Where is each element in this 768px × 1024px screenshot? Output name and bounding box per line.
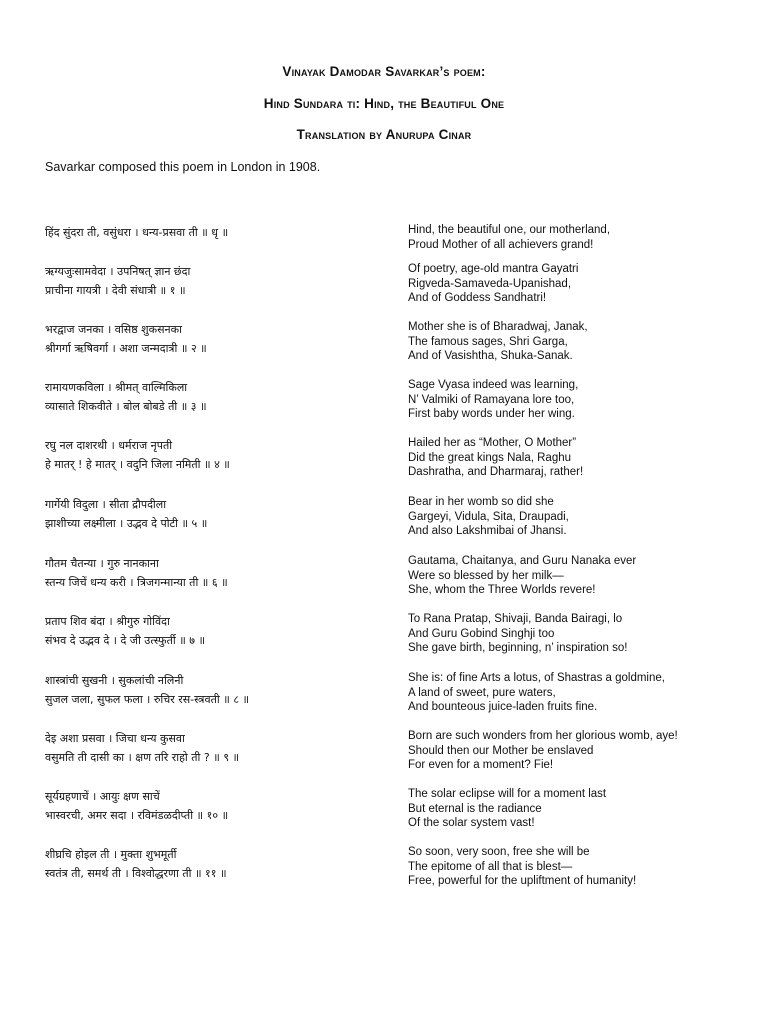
- marathi-verse: [45, 436, 375, 474]
- english-line: Dashratha, and Dharmaraj, rather!: [408, 466, 584, 478]
- english-translation: [408, 262, 748, 306]
- english-line: She is: of fine Arts a lotus, of Shastras a goldmine,: [408, 672, 665, 684]
- marathi-line: हे मातर् ! हे मातर् । वदुनि जिला नमिती ॥ ४ ॥: [45, 458, 230, 471]
- translation-credit: Translation by Anurupa Cinar: [296, 127, 472, 142]
- marathi-line: झाशीच्या लक्ष्मीला । उद्भव दे पोटी ॥ ५ ॥: [45, 517, 208, 530]
- english-line: But eternal is the radiance: [408, 802, 542, 815]
- marathi-line: प्राचीना गायत्री । देवी संधात्री ॥ १ ॥: [45, 284, 186, 297]
- english-line: For even for a moment? Fie!: [408, 759, 554, 771]
- english-line: A land of sweet, pure waters,: [408, 686, 556, 699]
- english-translation: [408, 845, 748, 889]
- marathi-verse: [45, 378, 375, 416]
- marathi-verse: [45, 787, 375, 825]
- english-translation: [408, 436, 748, 480]
- marathi-line: वसुमति ती दासी का । क्षण तरि राहो ती ? ॥ ९ ॥: [45, 751, 240, 764]
- marathi-line: भास्वरची, अमर सदा । रविमंडळदीप्ती ॥ १० ॥: [45, 809, 229, 822]
- english-line: Sage Vyasa indeed was learning,: [408, 379, 579, 391]
- english-line: The epitome of all that is blest—: [408, 860, 573, 873]
- english-line: First baby words under her wing.: [408, 408, 575, 420]
- marathi-line: देइ अशा प्रसवा । जिचा धन्य कुसवा: [45, 732, 185, 745]
- english-line: And Guru Gobind Singhji too: [408, 627, 555, 640]
- english-translation: [408, 554, 748, 598]
- english-line: Proud Mother of all achievers grand!: [408, 238, 594, 251]
- marathi-line: शीघ्रचि होइल ती । मुक्ता शुभमूर्ती: [45, 848, 177, 861]
- english-line: Hailed her as “Mother, O Mother”: [408, 437, 577, 449]
- english-line: She gave birth, beginning, n’ inspiration so!: [408, 642, 628, 654]
- english-line: And also Lakshmibai of Jhansi.: [408, 525, 567, 537]
- english-line: Gargeyi, Vidula, Sita, Draupadi,: [408, 510, 569, 523]
- marathi-verse: [45, 554, 375, 592]
- english-line: And of Goddess Sandhatri!: [408, 292, 547, 304]
- marathi-line: सुजल जला, सुफल फला । रुचिर रस-स्त्रवती ॥ ८ ॥: [45, 693, 250, 706]
- english-line: Of the solar system vast!: [408, 817, 535, 829]
- marathi-line: शास्त्रांची सुखनी । सुकलांची नलिनी: [45, 674, 184, 687]
- english-translation: [408, 671, 748, 715]
- english-line: Were so blessed by her milk—: [408, 569, 564, 582]
- english-translation: [408, 495, 748, 539]
- marathi-verse: [45, 612, 375, 650]
- english-line: Of poetry, age-old mantra Gayatri: [408, 263, 579, 275]
- english-line: N’ Valmiki of Ramayana lore too,: [408, 393, 575, 406]
- marathi-line: व्यासाते शिकवीते । बोल बोबडे ती ॥ ३ ॥: [45, 400, 207, 413]
- english-line: Rigveda-Samaveda-Upanishad,: [408, 277, 572, 290]
- marathi-line: गार्गेयी विदुला । सीता द्रौपदीला: [45, 498, 167, 511]
- marathi-verse: [45, 671, 375, 709]
- marathi-line: हिंद सुंदरा ती, वसुंधरा । धन्य-प्रसवा ती ॥ धृ ॥: [45, 226, 229, 239]
- marathi-verse: [45, 223, 375, 242]
- english-line: Did the great kings Nala, Raghu: [408, 451, 572, 464]
- english-line: The famous sages, Shri Garga,: [408, 335, 568, 348]
- marathi-verse: [45, 495, 375, 533]
- english-line: To Rana Pratap, Shivaji, Banda Bairagi, lo: [408, 613, 623, 625]
- marathi-line: रघु नल दाशरथी । धर्मराज नृपती: [45, 439, 173, 452]
- english-line: Gautama, Chaitanya, and Guru Nanaka ever: [408, 555, 637, 567]
- marathi-verse: [45, 320, 375, 358]
- marathi-line: स्तन्य जिचें धन्य करी । त्रिजगन्मान्या ती ॥ ६ ॥: [45, 576, 228, 589]
- english-translation: [408, 612, 748, 656]
- marathi-line: रामायणकविला । श्रीमत् वाल्मिकिला: [45, 381, 188, 394]
- marathi-verse: [45, 729, 375, 767]
- english-translation: [408, 729, 748, 773]
- english-line: And bounteous juice-laden fruits fine.: [408, 701, 598, 713]
- marathi-line: भरद्वाज जनका । वसिष्ठ शुकसनका: [45, 323, 182, 336]
- english-translation: [408, 320, 748, 364]
- english-line: So soon, very soon, free she will be: [408, 846, 590, 858]
- english-line: Should then our Mother be enslaved: [408, 744, 594, 757]
- marathi-line: संभव दे उद्भव दे । दे जी उत्स्फुर्ती ॥ ७ ॥: [45, 634, 206, 647]
- marathi-verse: [45, 845, 375, 883]
- poem-subtitle: Hind Sundara ti: Hind, the Beautiful One: [263, 96, 505, 111]
- marathi-line: गौतम चैतन्या । गुरु नानकाना: [45, 557, 159, 570]
- marathi-verse: [45, 262, 375, 300]
- english-line: Mother she is of Bharadwaj, Janak,: [408, 321, 588, 333]
- intro-text: Savarkar composed this poem in London in 1908.: [45, 160, 321, 174]
- english-line: The solar eclipse will for a moment last: [408, 788, 607, 800]
- marathi-line: ऋग्यजुःसामवेदा । उपनिषत् ज्ञान छंदा: [45, 265, 191, 278]
- marathi-line: श्रीगर्गा ऋषिवर्गा । अशा जन्मदात्री ॥ २ ॥: [45, 342, 207, 355]
- marathi-line: प्रताप शिव बंदा । श्रीगुरु गोविंदा: [45, 615, 170, 628]
- english-line: Bear in her womb so did she: [408, 496, 554, 508]
- english-line: Hind, the beautiful one, our motherland,: [408, 224, 611, 236]
- english-translation: [408, 223, 748, 252]
- english-line: Born are such wonders from her glorious womb, aye!: [408, 730, 678, 742]
- english-line: Free, powerful for the upliftment of humanity!: [408, 875, 637, 887]
- marathi-line: सूर्यग्रहणाचें । आयुः क्षण साचें: [45, 790, 160, 803]
- english-line: She, whom the Three Worlds revere!: [408, 584, 596, 596]
- english-translation: [408, 378, 748, 422]
- marathi-line: स्वतंत्र ती, समर्थ ती । विश्वोद्धरणा ती ॥ ११ ॥: [45, 867, 227, 880]
- english-line: And of Vasishtha, Shuka-Sanak.: [408, 350, 573, 362]
- english-translation: [408, 787, 748, 831]
- poem-title: Vinayak Damodar Savarkar’s poem:: [282, 64, 486, 79]
